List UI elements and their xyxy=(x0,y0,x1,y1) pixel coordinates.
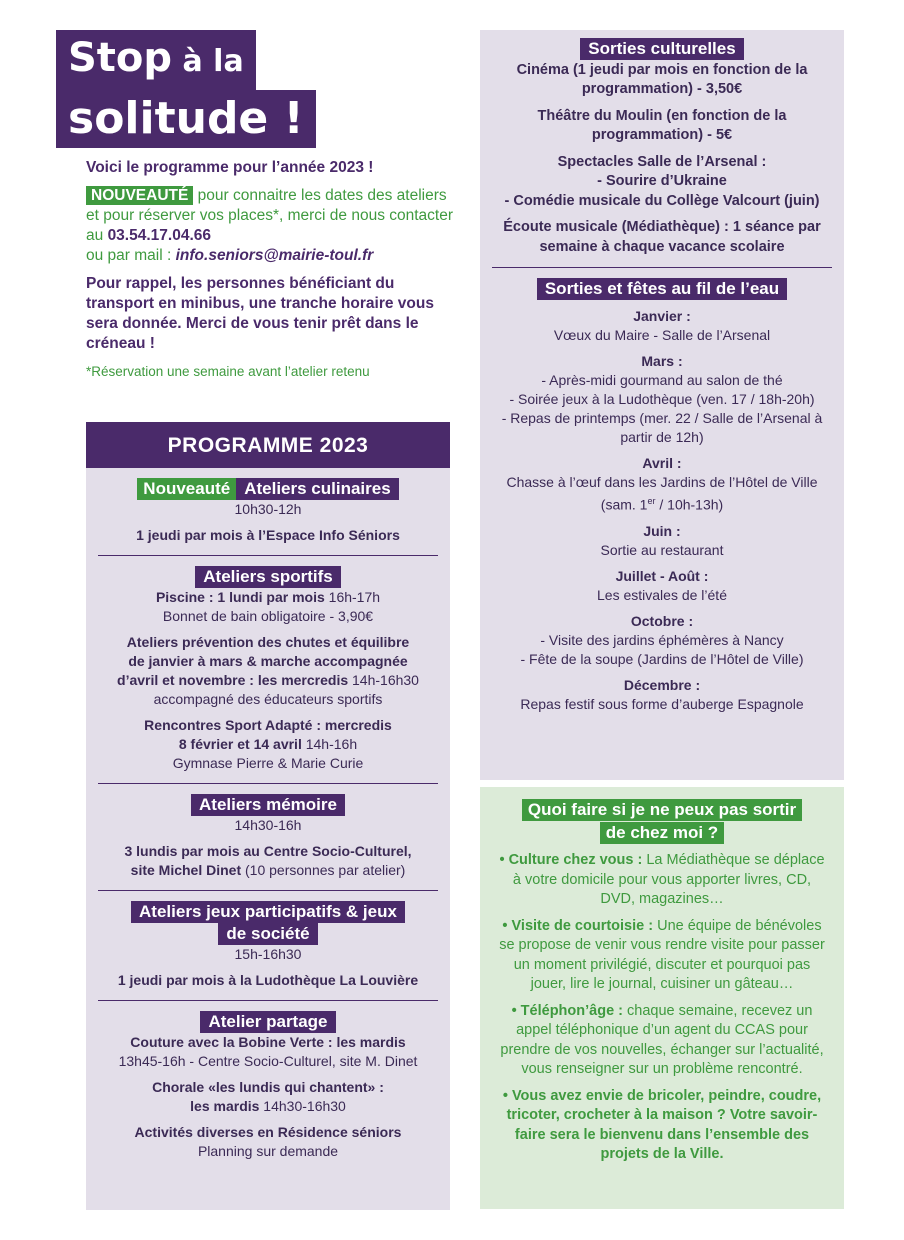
home-panel xyxy=(480,787,844,1209)
sports-title: Ateliers sportifs xyxy=(195,566,340,588)
sharing-section: Atelier partage Couture avec la Bobine Verte : les mardis 13h45-16h - Centre Socio-Culturel, site M. Dinet Chorale «les lundis qui chantent» : les mardis 14h30-16h30 Activités diverses en Résidence séniors Planning sur demande xyxy=(118,1012,418,1159)
culinary-new-tag: Nouveauté xyxy=(137,478,236,500)
phone-number: 03.54.17.04.66 xyxy=(107,227,211,244)
title-line-1: Stop à la xyxy=(56,30,256,90)
sharing-title: Atelier partage xyxy=(200,1011,335,1033)
culture-item: • Culture chez vous : La Médiathèque se déplace à votre domicile pour vous apporter livres, CD, DVD, magazines… xyxy=(499,852,825,907)
memory-section: Ateliers mémoire 14h30-16h 3 lundis par mois au Centre Socio-Culturel, site Michel Dinet (10 personnes par atelier) xyxy=(124,795,412,878)
games-section: Ateliers jeux participatifs & jeux de société 15h-16h30 1 jeudi par mois à la Ludothèque La Louvière xyxy=(117,902,419,988)
cultural-title: Sorties culturelles xyxy=(580,38,743,60)
culinary-section: Nouveauté Ateliers culinaires 10h30-12h 1 jeudi par mois à l’Espace Info Séniors xyxy=(136,479,400,543)
outings-title: Sorties et fêtes au fil de l’eau xyxy=(537,278,787,300)
program-line: Voici le programme pour l’année 2023 ! xyxy=(86,159,374,176)
outings-section: Sorties et fêtes au fil de l’eau Janvier : Vœux du Maire - Salle de l’Arsenal Mars : - Après-midi gourmand au salon de thé - Soirée jeux à la Ludothèque (ven. 17 / 18h-20h) - Repas de printemps (mer. 22 / Salle de l’Arsenal à partir de 12h) Avril : Chasse à l’œuf dans les Jardins de l’Hôtel de Ville (sam. 1er / 10h-13h) Juin : Sortie au restaurant Juillet - Août : Les estivales de l’été Octobre : - Visite des jardins éphémères à Nancy - Fête de la soupe (Jardins de l’Hôtel de Ville) Décembre : Repas festif sous forme d’auberge Espagnole xyxy=(501,279,823,712)
phone-item: • Téléphon’âge : chaque semaine, recevez un appel téléphonique d’un agent du CCAS pour prendre de vos nouvelles, échanger sur l’actualité, vous renseigner sur un problème rencontré. xyxy=(500,1002,824,1077)
divider xyxy=(492,267,832,268)
email-link[interactable]: info.seniors@mairie-toul.fr xyxy=(175,247,374,264)
new-info: NOUVEAUTÉ pour connaitre les dates des ateliers et pour réserver vos places*, merci de nous contacter au 03.54.17.04.66 ou par mail : info.seniors@mairie-toul.fr xyxy=(86,187,454,264)
divider xyxy=(98,783,438,784)
outings-panel xyxy=(480,30,844,780)
games-title-1: Ateliers jeux participatifs & jeux xyxy=(131,901,405,923)
program-panel xyxy=(86,422,450,1210)
divider xyxy=(98,555,438,556)
title-line-2: solitude ! xyxy=(56,90,316,148)
sports-section: Ateliers sportifs Piscine : 1 lundi par mois 16h-17h Bonnet de bain obligatoire - 3,90€ Ateliers prévention des chutes et équilibre de janvier à mars & marche accompagnée d’avril et novembre : les mercredis 14h-16h30 accompagné des éducateurs sportifs Rencontres Sport Adapté : mercredis 8 février et 14 avril 14h-16h Gymnase Pierre & Marie Curie xyxy=(117,567,419,771)
games-title-2: de société xyxy=(218,923,317,945)
home-title-2: de chez moi ? xyxy=(600,822,724,844)
intro-section xyxy=(86,158,456,390)
memory-title: Ateliers mémoire xyxy=(191,794,345,816)
culinary-title: Ateliers culinaires xyxy=(236,478,398,500)
visit-item: • Visite de courtoisie : Une équipe de bénévoles se propose de venir vous rendre visite pour passer un moment privilégié, discuter et pourquoi pas jouer, lire le journal, cuisiner un gâteau… xyxy=(499,917,825,992)
cultural-section: Sorties culturelles Cinéma (1 jeudi par mois en fonction de la programmation) - 3,50€ Théâtre du Moulin (en fonction de la programmation) - 5€ Spectacles Salle de l’Arsenal : - Sourire d’Ukraine - Comédie musicale du Collège Valcourt (juin) Écoute musicale (Médiathèque) : 1 séance par semaine à chaque vacance scolaire xyxy=(503,39,821,255)
diy-item: • Vous avez envie de bricoler, peindre, coudre, tricoter, crocheter à la maison ? Votre savoir-faire sera le bienvenu dans l’ensemble des projets de la Ville. xyxy=(502,1087,822,1162)
divider xyxy=(98,890,438,891)
home-title-1: Quoi faire si je ne peux pas sortir xyxy=(522,799,802,821)
page-title xyxy=(56,30,316,148)
reservation-note: *Réservation une semaine avant l’atelier retenu xyxy=(86,364,370,379)
program-heading: PROGRAMME 2023 xyxy=(86,422,450,468)
divider xyxy=(98,1000,438,1001)
reminder: Pour rappel, les personnes bénéficiant du transport en minibus, une tranche horaire vous sera donnée. Merci de vous tenir prêt dans le créneau ! xyxy=(86,275,434,352)
home-section xyxy=(480,799,844,1165)
new-tag: NOUVEAUTÉ xyxy=(86,186,193,205)
